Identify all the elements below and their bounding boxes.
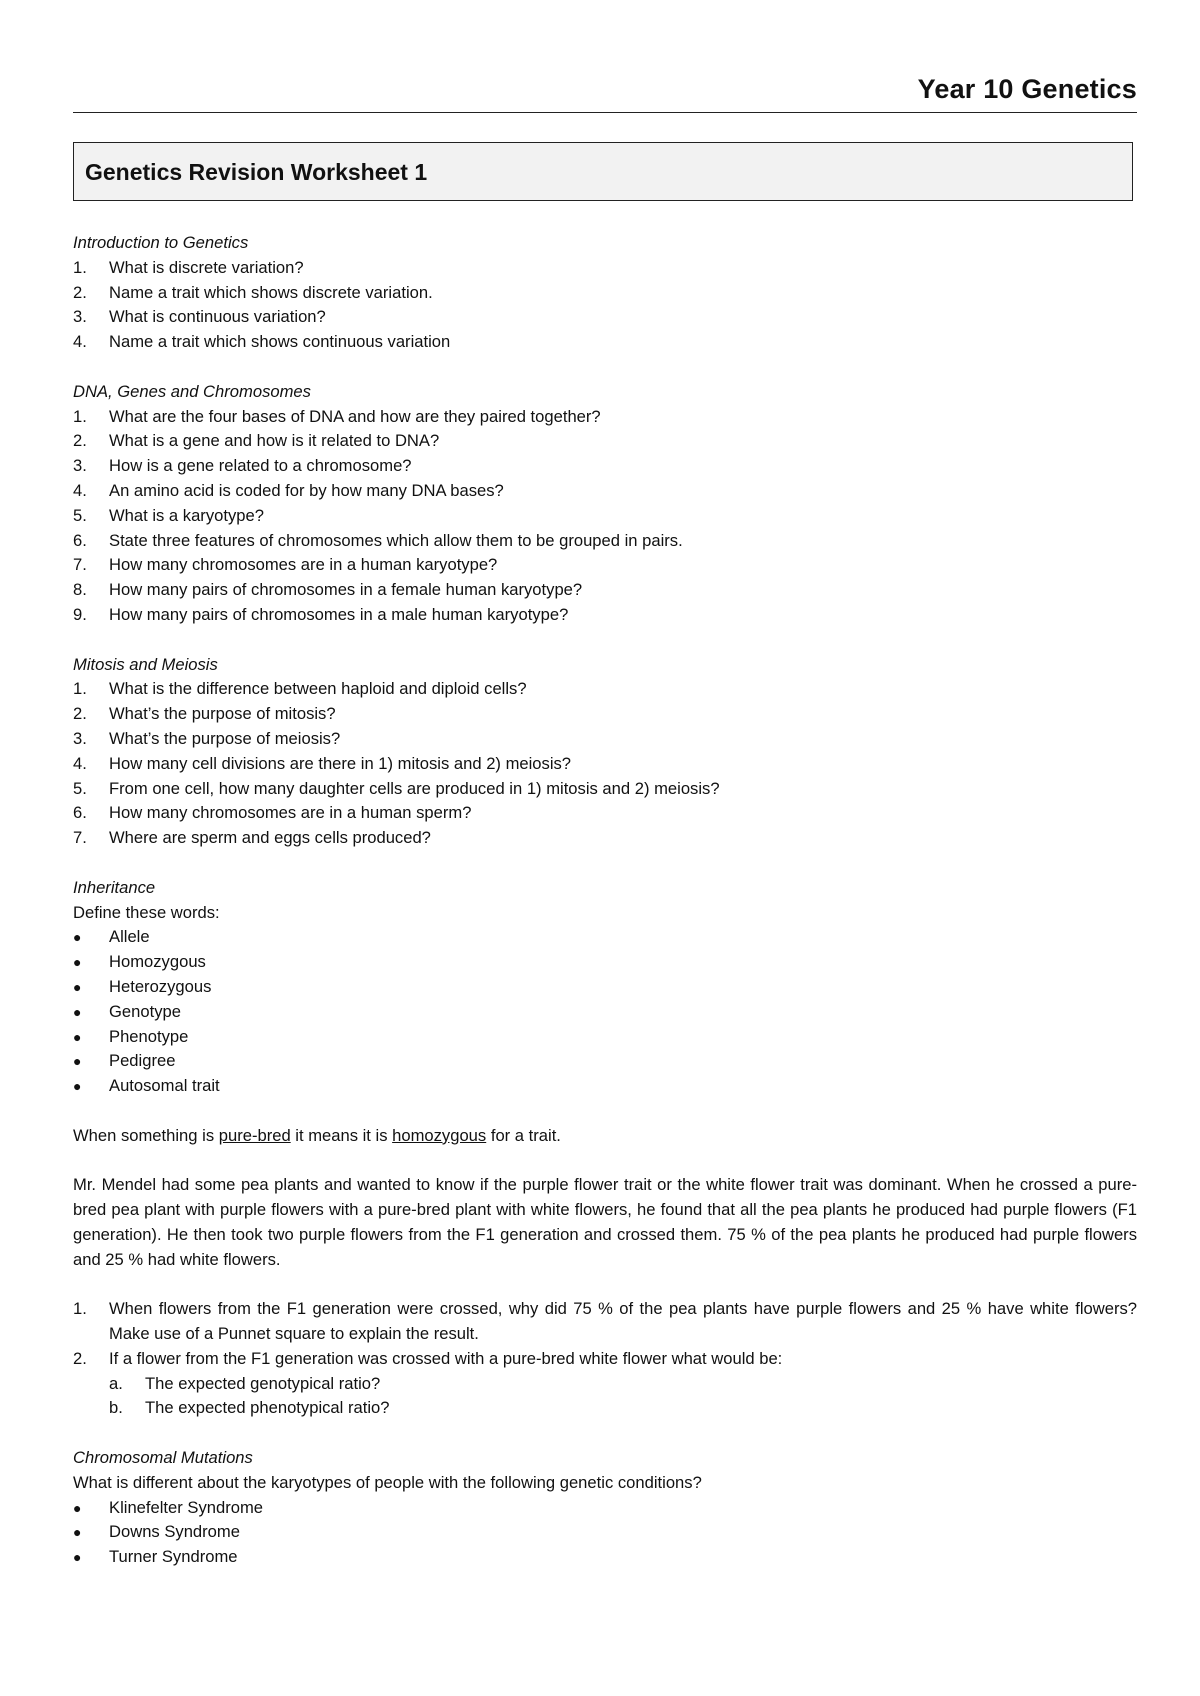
list-item: 2. What is a gene and how is it related to DNA? (73, 431, 440, 451)
intro-question-list (73, 256, 1137, 355)
bullet-icon: ● (73, 929, 82, 946)
list-item: ● Homozygous (73, 950, 1137, 975)
list-item: ● Klinefelter Syndrome (73, 1496, 1137, 1521)
list-item: 1. What are the four bases of DNA and how are they paired together? (73, 406, 601, 426)
list-item: b. The expected phenotypical ratio? (109, 1398, 390, 1418)
list-item: 9. How many pairs of chromosomes in a male human karyotype? (73, 604, 569, 624)
bullet-icon: ● (73, 1078, 82, 1095)
bullet-icon: ● (73, 1003, 82, 1020)
mutations-prompt: What is different about the karyotypes of people with the following genetic conditions? (73, 1472, 702, 1492)
list-item: ● Autosomal trait (73, 1074, 1137, 1099)
section-title-mitosis: Mitosis and Meiosis (73, 654, 218, 674)
list-item: 4. Name a trait which shows continuous variation (73, 332, 451, 352)
list-item: 8. How many pairs of chromosomes in a female human karyotype? (73, 580, 583, 600)
list-item: 4. An amino acid is coded for by how many DNA bases? (73, 480, 504, 500)
bullet-icon: ● (73, 1524, 82, 1541)
bullet-icon: ● (73, 978, 82, 995)
section-title-intro: Introduction to Genetics (73, 233, 249, 252)
list-item: 7. How many chromosomes are in a human karyotype? (73, 555, 498, 575)
list-item: 2. Name a trait which shows discrete variation. (73, 282, 433, 302)
list-item: ● Downs Syndrome (73, 1520, 1137, 1545)
inheritance-term-list (73, 925, 1137, 1099)
bullet-icon: ● (73, 1028, 82, 1045)
bullet-icon: ● (73, 1549, 82, 1566)
list-item: ● Allele (73, 925, 1137, 950)
list-item: 1. What is discrete variation? (73, 257, 304, 277)
bullet-icon: ● (73, 1053, 82, 1070)
list-item: 2. What’s the purpose of mitosis? (73, 704, 336, 724)
inheritance-question-list (73, 1297, 1137, 1421)
section-title-mutations: Chromosomal Mutations (73, 1448, 253, 1468)
section-title-dna: DNA, Genes and Chromosomes (73, 381, 311, 401)
list-item: 5. From one cell, how many daughter cells are produced in 1) mitosis and 2) meiosis? (73, 778, 720, 798)
section-title-inheritance: Inheritance (73, 877, 156, 897)
header-divider (73, 112, 1137, 113)
list-item: ● Turner Syndrome (73, 1545, 1137, 1570)
list-item: ● Genotype (73, 1000, 1137, 1025)
purebred-sentence: When something is pure-bred it means it is homozygous for a trait. (73, 1125, 561, 1145)
list-item: ● Heterozygous (73, 975, 1137, 1000)
document-header-title: Year 10 Genetics (917, 74, 1137, 104)
dna-question-list (73, 405, 1137, 628)
list-item: a. The expected genotypical ratio? (109, 1373, 381, 1393)
list-item: 6. State three features of chromosomes which allow them to be grouped in pairs. (73, 530, 683, 550)
list-item: 3. What’s the purpose of meiosis? (73, 728, 341, 748)
bullet-icon: ● (73, 954, 82, 971)
list-item: 3. How is a gene related to a chromosome? (73, 456, 412, 476)
worksheet-title: Genetics Revision Worksheet 1 (85, 159, 428, 185)
list-item: ● Phenotype (73, 1025, 1137, 1050)
list-item: 5. What is a karyotype? (73, 505, 264, 525)
list-item: 6. How many chromosomes are in a human sperm? (73, 803, 472, 823)
define-label: Define these words: (73, 902, 220, 922)
list-item: 4. How many cell divisions are there in 1) mitosis and 2) meiosis? (73, 753, 572, 773)
list-item: 1. When flowers from the F1 generation were crossed, why did 75 % of the pea plants have purple flowers and 25 % have white flowers? Make use of a Punnet square to explain the result. (73, 1299, 1137, 1344)
worksheet-content (73, 231, 1137, 1570)
list-item: 2. If a flower from the F1 generation was crossed with a pure-bred white flower what would be: (73, 1348, 783, 1368)
bullet-icon: ● (73, 1499, 82, 1516)
mendel-paragraph: Mr. Mendel had some pea plants and wanted to know if the purple flower trait or the white flower trait was dominant. When he crossed a pure-bred pea plant with purple flowers with a pure-bred plant with white flowers, he found that all the pea plants he produced had purple flowers (F1 generation). He then took two purple flowers from the F1 generation and crossed them. 75 % of the pea plants he produced had purple flowers and 25 % had white flowers. (73, 1175, 1137, 1269)
list-item: 7. Where are sperm and eggs cells produced? (73, 828, 431, 848)
mitosis-question-list (73, 677, 1137, 851)
list-item: 3. What is continuous variation? (73, 307, 326, 327)
worksheet-title-box (73, 142, 1133, 201)
list-item: ● Pedigree (73, 1049, 1137, 1074)
list-item: 1. What is the difference between haploid and diploid cells? (73, 679, 527, 699)
mutations-condition-list (73, 1496, 1137, 1570)
